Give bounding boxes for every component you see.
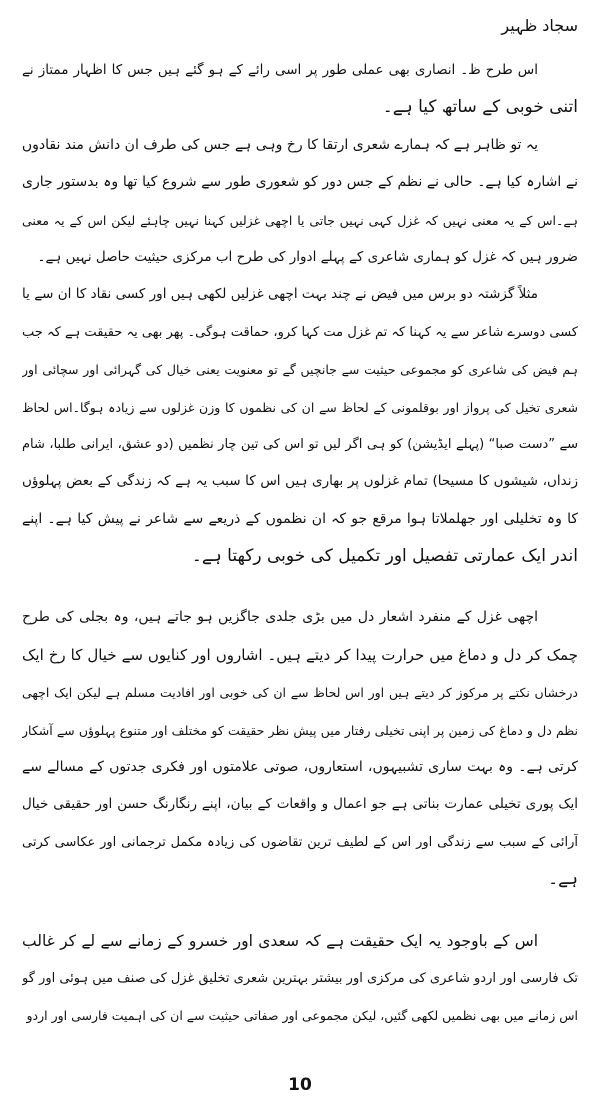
body-text xyxy=(22,52,578,1035)
paragraph-gap xyxy=(22,899,578,923)
text-line: درخشاں نکتے پر مرکوز کر دیتے ہیں اور اس لحاظ سے ان کی خوبی اور افادیت مسلم ہے لیکن ایک اچھی xyxy=(22,685,578,701)
text-line: ہم فیض کی شاعری کو مجموعی حیثیت سے جانچیں گے تو معنویت یعنی خیال کی گہرائی اور سچائی اور xyxy=(22,362,578,378)
text-line: کرتی ہے۔ وہ بہت ساری تشبیہوں، استعاروں، صوتی علامتوں اور فکری جدتوں کے مسالے سے xyxy=(22,759,578,776)
text-line: یہ تو ظاہر ہے کہ ہمارے شعری ارتقا کا رخ وہی ہے جس کی طرف ان دانش مند نقادوں xyxy=(22,136,538,153)
text-line: اس زمانے میں بھی نظمیں لکھی گئیں، لیکن مجموعی اور صفاتی حیثیت سے ان کی اہمیت فارسی اور اردو xyxy=(26,1008,578,1024)
paragraph xyxy=(22,276,578,575)
text-line: اندر ایک عمارتی تفصیل اور تکمیل کی خوبی رکھتا ہے۔ xyxy=(191,546,578,567)
paragraph-gap xyxy=(22,575,578,599)
text-line: ایک پوری تخیلی عمارت بناتی ہے جو اعمال و واقعات کے بیان، اپنے رنگارنگ حسن اور حقیقی خیال xyxy=(22,796,578,813)
text-line: چمک کر دل و دماغ میں حرارت پیدا کر دیتے ہیں۔ اشاروں اور کنایوں سے خیال کا رخ ایک xyxy=(22,645,578,664)
text-line: ہے۔ xyxy=(548,869,578,890)
text-line: آرائی کے سبب سے زندگی اور اس کے لطیف ترین تقاضوں کی زیادہ مکمل ترجمانی اور عکاسی کرتی xyxy=(22,834,578,850)
paragraph xyxy=(22,127,578,277)
text-line: سے ”دست صبا“ (پہلے ایڈیشن) کو ہی اگر لیں تو اس کی تین چار نظمیں (دو عشق، ایرانی طلبا، شام xyxy=(22,436,578,452)
paragraph xyxy=(22,599,578,898)
paragraph xyxy=(22,52,578,127)
text-line: نظم دل و دماغ کی زمین پر اپنی تخیلی رفتار میں پیش نظر حقیقت کو مختلف اور متنوع پہلوؤں سے آشکار xyxy=(22,722,578,738)
text-line: کسی دوسرے شاعر سے یہ کہنا کہ تم غزل مت کہا کرو، حماقت ہوگی۔ پھر بھی یہ حقیقت ہے کہ جب xyxy=(22,324,578,340)
text-line: اچھی غزل کے منفرد اشعار دل میں بڑی جلدی جاگزیں ہو جاتے ہیں، وہ بجلی کی طرح xyxy=(22,609,538,626)
text-line: کا وہ تخلیلی اور جھلملاتا ہوا مرقع جو کہ ان نظموں کے ذریعے سے شاعر نے پیش کیا ہے۔ اپنے xyxy=(22,510,578,527)
text-line: اس طرح ظ۔ انصاری بھی عملی طور پر اسی رائے کے ہو گئے ہیں جس کا اظہار ممتاز نے xyxy=(22,62,538,78)
page-number: 10 xyxy=(288,1075,312,1095)
paragraph xyxy=(22,923,578,1035)
running-header: سجاد ظہیر xyxy=(501,16,578,35)
text-line: اتنی خوبی کے ساتھ کیا ہے۔ xyxy=(382,97,578,118)
text-line: نے اشارہ کیا ہے۔ حالی نے نظم کے جس دور کو شعوری طور سے شروع کیا تھا وہ بدستور جاری xyxy=(22,174,578,191)
text-line: تک فارسی اور اردو شاعری کی مرکزی اور بیشتر بہترین شعری تخلیق غزل کی صنف میں ہوئی اور گو xyxy=(22,970,578,986)
text-line: اس کے باوجود یہ ایک حقیقت ہے کہ سعدی اور خسرو کے زمانے سے لے کر غالب xyxy=(22,931,538,950)
text-line: ضرور ہیں کہ غزل کو ہماری شاعری کے پہلے ادوار کی طرح اب مرکزی حیثیت حاصل نہیں ہے۔ xyxy=(37,248,578,265)
text-line: ہے۔اس کے یہ معنی نہیں کہ غزل کہی نہیں جاتی یا اچھی غزلیں کہنا نہیں چاہئے لیکن اس کے یہ معنی xyxy=(22,212,578,228)
text-line: شعری تخیل کی پرواز اور بوقلمونی کے لحاظ سے ان کی نظموں کا وزن غزلوں سے زیادہ ہوگا۔اس لحاظ xyxy=(22,399,578,415)
text-line: مثلاً گزشتہ دو برس میں فیض نے چند بہت اچھی غزلیں لکھی ہیں اور کسی نقاد کا ان سے یا xyxy=(22,286,538,303)
text-line: زنداں، شیشوں کا مسیحا) تمام غزلوں پر بھاری ہیں اس کا سبب یہ ہے کہ زندگی کے بعض پہلوؤں xyxy=(22,473,578,490)
